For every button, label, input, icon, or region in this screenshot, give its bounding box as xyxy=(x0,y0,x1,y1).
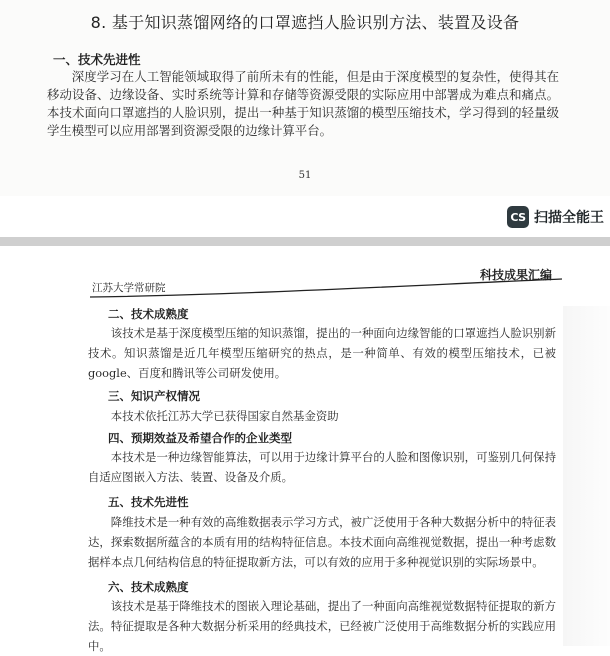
scanner-app-label: 扫描全能王 xyxy=(534,210,604,226)
section-heading-maturity: 二、技术成熟度 xyxy=(108,307,189,321)
section-paragraph: 深度学习在人工智能领域取得了前所未有的性能，但是由于深度模型的复杂性，使得其在移动设备、边缘设备、实时系统等计算和存储等资源受限的实际应用中部署成为难点和痛点。本技术面向口罩遮挡的人脸识别，提出一种基于知识蒸馏的模型压缩技术，学习得到的轻量级学生模型可以应用部署到资源受限的边缘计算平台。 xyxy=(47,69,559,138)
camscanner-icon: CS xyxy=(507,206,529,228)
section-text-maturity: 该技术是基于深度模型压缩的知识蒸馏，提出的一种面向边缘智能的口罩遮挡人脸识别新技术。知识蒸馏是近几年模型压缩研究的热点，是一种简单、有效的模型压缩技术，已被 google、百度和腾讯等公司研发使用。 xyxy=(88,326,556,380)
page-number: 51 xyxy=(298,170,312,181)
section-heading-advancedness-2: 五、技术先进性 xyxy=(108,495,189,509)
scan-shadow xyxy=(563,306,610,646)
section-text-benefits: 本技术是一种边缘智能算法，可以用于边缘计算平台的人脸和图像识别，可鉴别几何保持自适应图嵌入方法、装置、设备及介质。 xyxy=(88,450,556,484)
section-heading-maturity-2: 六、技术成熟度 xyxy=(108,580,189,594)
section-text-ip: 本技术依托江苏大学已获得国家自然基金资助 xyxy=(110,409,339,423)
scanner-app-logo xyxy=(507,206,604,228)
document-title: 8. 基于知识蒸馏网络的口罩遮挡人脸识别方法、装置及设备 xyxy=(90,13,520,32)
section-text-maturity-2: 该技术是基于降维技术的图嵌入理论基础，提出了一种面向高维视觉数据特征提取的新方法。特征提取是各种大数据分析采用的经典技术，已经被广泛使用于高维数据分析的实践应用中。 xyxy=(88,599,556,653)
page-divider xyxy=(0,237,610,246)
running-header-right: 科技成果汇编 xyxy=(479,268,552,282)
section-text-advancedness-2: 降维技术是一种有效的高维数据表示学习方式，被广泛使用于各种大数据分析中的特征表达，探索数据所蕴含的本质有用的结构特征信息。本技术面向高维视觉数据，提出一种考虑数据样本点几何结构信息的特征提取新方法，可以有效的应用于多种视觉识别的实际场景中。 xyxy=(88,515,556,569)
section-heading-advancedness: 一、技术先进性 xyxy=(53,52,141,67)
document-page-top xyxy=(0,0,610,196)
section-heading-ip: 三、知识产权情况 xyxy=(108,389,200,403)
section-heading-benefits: 四、预期效益及希望合作的企业类型 xyxy=(108,431,292,445)
running-header-left: 江苏大学常研院 xyxy=(92,282,166,294)
document-page-bottom xyxy=(0,246,610,653)
